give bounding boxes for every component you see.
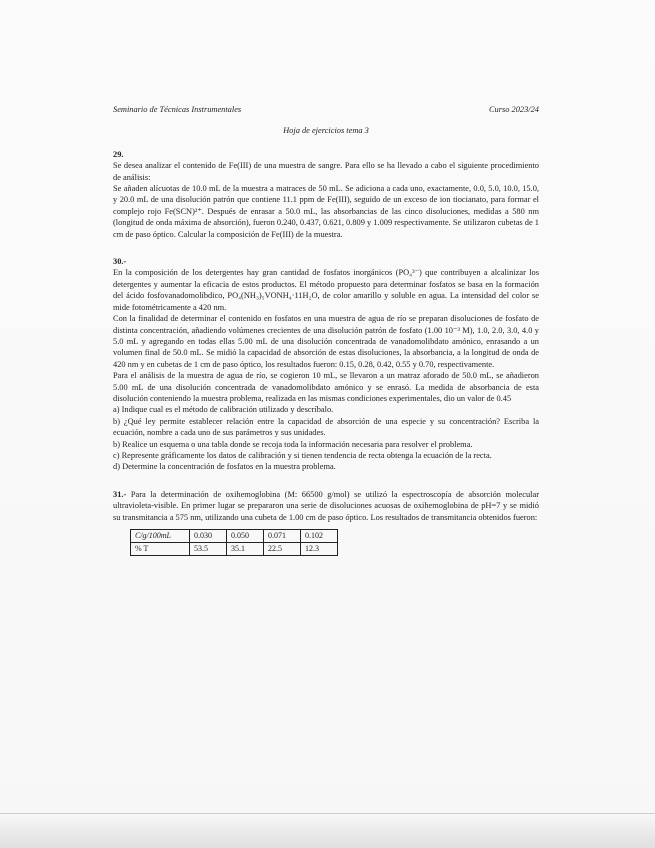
exercise-29-procedure: Se añaden alícuotas de 10.0 mL de la muestra a matraces de 50 mL. Se adiciona a cada uno, exactamente, 0.0, 5.0, 10.0, 15.0, y 20.0 mL de una disolución patrón que contiene 11.1 ppm de Fe(III), seguido de un exceso de ion tiocianato, para formar el complejo rojo Fe(SCN)²⁺. Después de enrasar a 50.0 mL, las absorbancias de las cinco disoluciones, medidas a 580 nm (longitud de onda máxima de absorción), fueron 0.240, 0.437, 0.621, 0.809 y 1.009 respectivamente. Se utilizaron cubetas de 1 cm de paso óptico. Calcular la composición de Fe(III) de la muestra. [113, 184, 539, 239]
exercise-31-paragraph: Para la determinación de oxihemoglobina (M: 66500 g/mol) se utilizó la espectroscopía de absorción molecular ultravioleta-visible. En primer lugar se prepararon una serie de disoluciones acuosas de oxihemoglobina de pH=7 y se midió su transmitancia a 575 nm, utilizando una cubeta de 1.00 cm de paso óptico. Los resultados de transmitancia obtenidos fueron: [113, 489, 539, 522]
table-row-label: C/g/100mL [131, 530, 190, 543]
table-row-label: % T [131, 543, 190, 556]
exercise-30-paragraph-1: En la composición de los detergentes hay gran cantidad de fosfatos inorgánicos (PO₄³⁻) que contribuyen a alcalinizar los detergentes y aumentar la eficacia de estos productos. El método propuesto para determinar fosfatos se basa en la formación del ácido fosfovanadomolíbdico, PO₄(NH₃)₅VONH₄·11H₂O, de color amarillo y soluble en agua. La intensidad del color se mide fotométricamente a 420 nm. [113, 268, 539, 312]
exercise-30-paragraph-2: Con la finalidad de determinar el contenido en fosfatos en una muestra de agua de río se preparan disoluciones de fosfato de distinta concentración, añadiendo volúmenes crecientes de una disolución patrón de fosfato (1.00 10⁻³ M), 1.0, 2.0, 3.0, 4.0 y 5.0 mL y agregando en todas ellas 5.00 mL de una disolución concentrada de vanadomolibdato amónico, enrasando a un volumen final de 50.0 mL. Se midió la capacidad de absorción de estas disoluciones, la absorbancia, a la longitud de onda de 420 nm y en cubetas de 1 cm de paso óptico, los resultados fueron: 0.15, 0.28, 0.42, 0.55 y 0.70, respectivamente. [113, 314, 539, 369]
page-content [113, 104, 539, 556]
exercise-31-text [113, 489, 539, 523]
table-row-concentration [131, 530, 338, 543]
table-cell: 35.1 [227, 543, 264, 556]
sheet-title: Hoja de ejercicios tema 3 [283, 126, 369, 136]
exercise-31 [113, 489, 539, 556]
header-course-name: Seminario de Técnicas Instrumentales [113, 105, 242, 114]
table-cell: 12.3 [301, 543, 338, 556]
scan-bottom-edge [0, 813, 655, 848]
exercise-30-paragraph-3: Para el análisis de la muestra de agua de río, se cogieron 10 mL, se llevaron a un matraz aforado de 50.0 mL, se añadieron 5.00 mL de una disolución concentrada de vanadomolibdato amónico y se enrasó. La medida de absorbancia de esta disolución conteniendo la muestra problema, realizada en las mismas condiciones experimentales, dio un valor de 0.45 [113, 371, 539, 403]
transmittance-table [130, 529, 338, 556]
exercise-30-question-c: c) Represente gráficamente los datos de calibración y si tienen tendencia de recta obtenga la ecuación de la recta. [113, 450, 492, 460]
exercise-30-question-b2: b) Realice un esquema o una tabla donde se recoja toda la información necesaria para resolver el problema. [113, 439, 473, 449]
table-cell: 0.071 [264, 530, 301, 543]
table-row-transmittance [131, 543, 338, 556]
exercise-31-number: 31.- [113, 489, 127, 499]
table-cell: 22.5 [264, 543, 301, 556]
header-academic-year: Curso 2023/24 [488, 105, 539, 114]
exercise-30 [113, 256, 539, 473]
table-cell: 0.030 [190, 530, 227, 543]
table-cell: 53.5 [190, 543, 227, 556]
exercise-30-question-a: a) Indique cual es el método de calibración utilizado y descríbalo. [113, 405, 334, 415]
page-header [113, 104, 539, 115]
exercise-29 [113, 149, 539, 240]
exercise-30-number: 30.- [113, 257, 127, 267]
table-cell: 0.050 [227, 530, 264, 543]
exercise-29-number: 29. [113, 149, 124, 159]
exercise-30-question-d: d) Determine la concentración de fosfatos en la muestra problema. [113, 462, 336, 472]
exercise-30-question-b1: b) ¿Qué ley permite establecer relación entre la capacidad de absorción de una especie y su concentración? Escriba la ecuación, nombre a cada uno de sus parámetros y sus unidades. [113, 416, 539, 438]
table-cell: 0.102 [301, 530, 338, 543]
exercise-29-intro: Se desea analizar el contenido de Fe(III) de una muestra de sangre. Para ello se ha llevado a cabo el siguiente procedimiento de análisis: [113, 161, 539, 182]
